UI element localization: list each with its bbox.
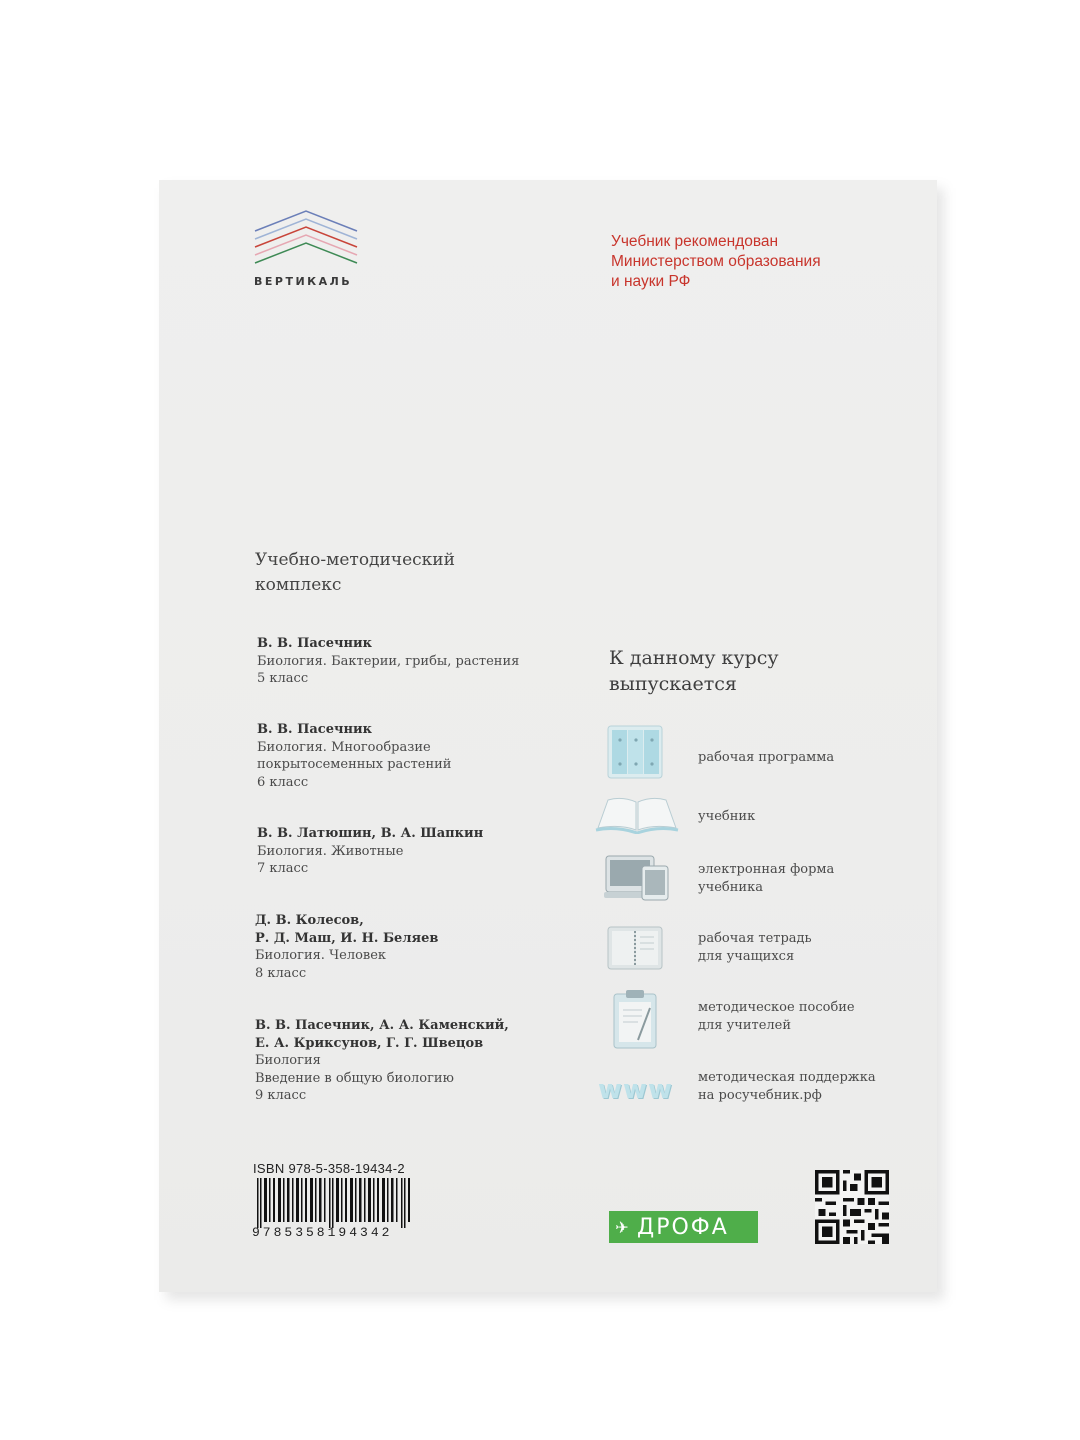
book-entry-grade6 xyxy=(257,721,451,791)
book-authors: Р. Д. Маш, И. Н. Беляев xyxy=(255,930,439,946)
course-item-label xyxy=(698,1069,876,1104)
course-item-line: рабочая программа xyxy=(698,750,835,765)
course-item-line: для учащихся xyxy=(698,948,795,964)
book-authors: В. В. Пасечник, А. А. Каменский, xyxy=(255,1018,509,1033)
course-item-label xyxy=(698,808,755,826)
book-authors: Е. А. Криксунов, Г. Г. Швецов xyxy=(255,1035,484,1051)
umk-title-line: комплекс xyxy=(255,575,342,595)
notebook-icon xyxy=(606,925,664,975)
course-item-line: методическая поддержка xyxy=(698,1070,876,1085)
course-title-line: К данному курсу xyxy=(609,647,779,669)
book-title: Биология. Бактерии, грибы, растения xyxy=(257,653,520,669)
book-grade: 8 класс xyxy=(255,965,307,981)
book-entry-grade9 xyxy=(255,1017,509,1105)
course-item-line: электронная форма xyxy=(698,862,835,877)
qr-code-icon xyxy=(815,1170,889,1244)
vertikal-logo xyxy=(253,209,359,271)
book-title: Введение в общую биологию xyxy=(255,1070,454,1086)
publisher-bird-icon: ✈ xyxy=(615,1217,631,1237)
book-grade: 6 класс xyxy=(257,774,309,790)
devices-icon xyxy=(604,852,670,906)
course-item-line: учебник xyxy=(698,809,756,824)
course-title xyxy=(609,645,779,697)
umk-title-line: Учебно-методический xyxy=(255,550,455,570)
book-title: Биология xyxy=(255,1053,321,1068)
logo-mark-icon xyxy=(253,209,359,271)
course-item-line: методическое пособие xyxy=(698,1000,855,1015)
program-icon xyxy=(606,724,664,784)
course-item-label xyxy=(698,999,855,1034)
clipboard-icon xyxy=(612,990,658,1054)
book-entry-grade5 xyxy=(257,635,519,688)
recommendation-line: Учебник рекомендован xyxy=(611,233,779,250)
book-title: Биология. Животные xyxy=(257,843,404,859)
book-entry-grade7 xyxy=(257,825,483,878)
book-grade: 9 класс xyxy=(255,1088,307,1103)
course-item-label xyxy=(698,749,834,767)
recommendation-line: Министерством образования xyxy=(611,253,821,270)
book-title: Биология. Человек xyxy=(255,948,387,963)
course-item-line: учебника xyxy=(698,879,763,895)
course-title-line: выпускается xyxy=(609,673,737,695)
book-grade: 7 класс xyxy=(257,861,309,876)
publisher-name: ДРОФА xyxy=(637,1214,729,1240)
book-authors: В. В. Пасечник xyxy=(257,636,373,651)
book-title: покрытосеменных растений xyxy=(257,757,452,772)
barcode-icon xyxy=(255,1178,415,1228)
www-icon: www xyxy=(598,1075,674,1105)
recommendation-text xyxy=(611,232,821,292)
course-item-line: для учителей xyxy=(698,1017,792,1033)
book-entry-grade8 xyxy=(255,912,438,982)
publisher-logo xyxy=(609,1211,758,1243)
course-item-line: рабочая тетрадь xyxy=(698,931,812,946)
book-grade: 5 класс xyxy=(257,671,309,686)
course-item-line: на росучебник.рф xyxy=(698,1087,822,1103)
barcode-digits: 9785358194342 xyxy=(252,1225,393,1240)
logo-text: ВЕРТИКАЛЬ xyxy=(254,275,353,288)
isbn-text: ISBN 978-5-358-19434-2 xyxy=(253,1161,405,1176)
book-authors: Д. В. Колесов, xyxy=(255,913,364,928)
textbook-icon xyxy=(594,796,680,838)
course-item-label xyxy=(698,930,812,965)
book-title: Биология. Многообразие xyxy=(257,739,431,755)
book-authors: В. В. Пасечник xyxy=(257,722,373,737)
course-item-label xyxy=(698,861,834,896)
umk-title xyxy=(255,548,455,598)
book-authors: В. В. Латюшин, В. А. Шапкин xyxy=(257,826,484,841)
recommendation-line: и науки РФ xyxy=(611,273,691,290)
